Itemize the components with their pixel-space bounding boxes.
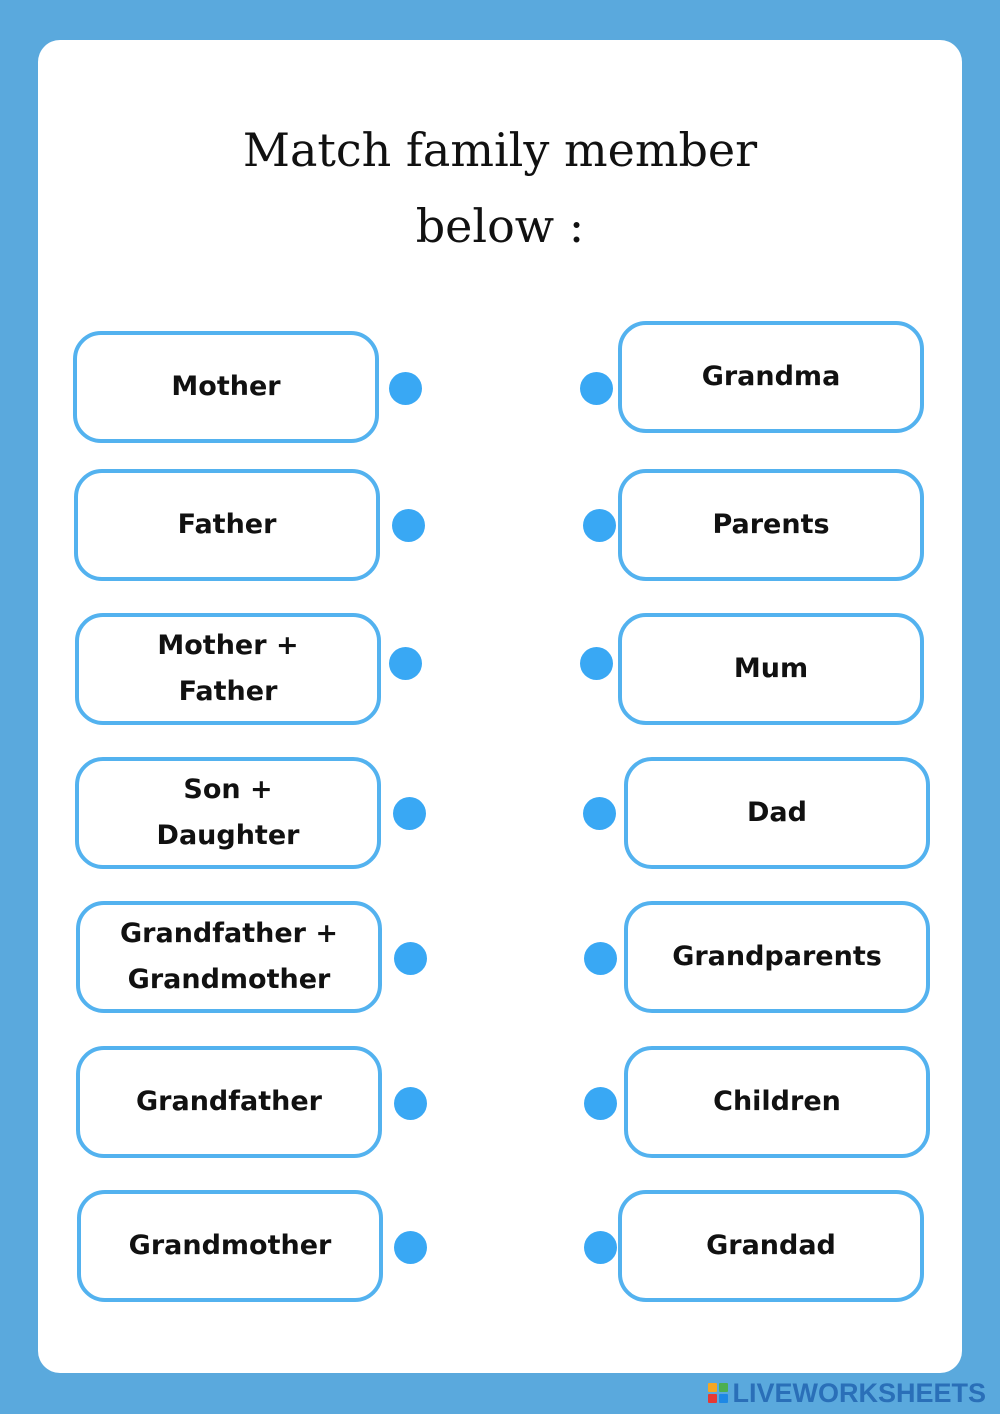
- right-card-label: Children: [713, 1086, 841, 1117]
- right-card-label: Grandad: [706, 1230, 836, 1261]
- liveworksheets-logo-icon: [708, 1383, 728, 1403]
- logo-square: [708, 1383, 717, 1392]
- right-card-label: Dad: [747, 797, 807, 828]
- left-match-dot-1[interactable]: [389, 372, 422, 405]
- right-card-7[interactable]: [618, 1190, 924, 1302]
- right-card-label: Grandma: [701, 361, 841, 392]
- left-card-label: Grandfather + Grandmother: [120, 918, 338, 995]
- left-card-7[interactable]: [77, 1190, 383, 1302]
- right-match-dot-3[interactable]: [580, 647, 613, 680]
- logo-square: [708, 1394, 717, 1403]
- right-card-label: Mum: [733, 653, 809, 684]
- right-card-6[interactable]: [624, 1046, 930, 1158]
- right-match-dot-7[interactable]: [584, 1231, 617, 1264]
- left-card-5[interactable]: [76, 901, 382, 1013]
- logo-square: [719, 1394, 728, 1403]
- right-card-4[interactable]: [624, 757, 930, 869]
- right-match-dot-4[interactable]: [583, 797, 616, 830]
- left-card-1[interactable]: [73, 331, 379, 443]
- worksheet-title: [38, 112, 962, 264]
- left-card-label: Grandmother: [128, 1230, 332, 1261]
- left-match-dot-2[interactable]: [392, 509, 425, 542]
- left-match-dot-4[interactable]: [393, 797, 426, 830]
- left-card-3[interactable]: [75, 613, 381, 725]
- left-match-dot-6[interactable]: [394, 1087, 427, 1120]
- title-line-1: Match family member: [242, 123, 758, 177]
- left-match-dot-3[interactable]: [389, 647, 422, 680]
- left-card-label: Father: [177, 509, 277, 540]
- left-card-6[interactable]: [76, 1046, 382, 1158]
- right-match-dot-2[interactable]: [583, 509, 616, 542]
- left-match-dot-5[interactable]: [394, 942, 427, 975]
- left-card-2[interactable]: [74, 469, 380, 581]
- right-card-label: Grandparents: [672, 941, 882, 972]
- right-card-2[interactable]: [618, 469, 924, 581]
- right-card-3[interactable]: [618, 613, 924, 725]
- brand-name: LIVEWORKSHEETS: [732, 1377, 986, 1408]
- right-card-5[interactable]: [624, 901, 930, 1013]
- logo-square: [719, 1383, 728, 1392]
- right-match-dot-6[interactable]: [584, 1087, 617, 1120]
- left-card-label: Grandfather: [136, 1086, 322, 1117]
- liveworksheets-brand: [708, 1378, 986, 1408]
- left-card-label: Mother: [171, 371, 281, 402]
- left-card-label: Mother + Father: [157, 630, 299, 707]
- right-match-dot-5[interactable]: [584, 942, 617, 975]
- right-card-label: Parents: [712, 509, 830, 540]
- left-card-label: Son + Daughter: [156, 774, 300, 851]
- right-card-1[interactable]: [618, 321, 924, 433]
- left-card-4[interactable]: [75, 757, 381, 869]
- title-line-2: below :: [415, 199, 585, 253]
- right-match-dot-1[interactable]: [580, 372, 613, 405]
- left-match-dot-7[interactable]: [394, 1231, 427, 1264]
